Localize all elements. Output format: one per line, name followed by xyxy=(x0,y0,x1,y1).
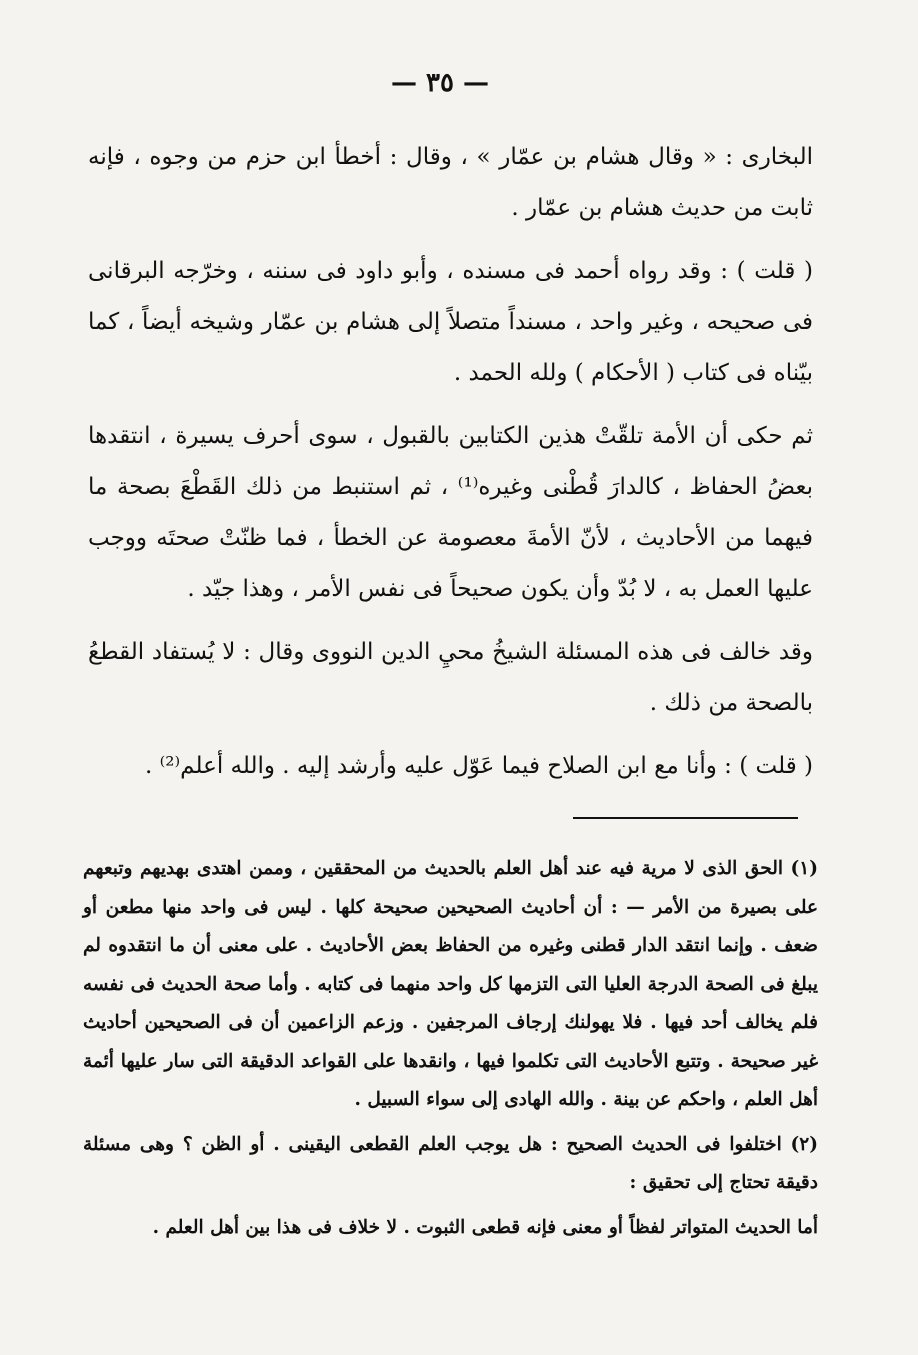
main-text xyxy=(88,132,813,804)
footnote-divider xyxy=(573,817,798,819)
footnote-2: (٢) اختلفوا فى الحديث الصحيح : هل يوجب العلم القطعى اليقينى . أو الظن ؟ وهى مسئلة دقيقة تحتاج إلى تحقيق : xyxy=(83,1133,818,1193)
page-number: — ٣٥ — xyxy=(390,68,490,98)
paragraph-4: وقد خالف فى هذه المسئلة الشيخُ محيِ الدين النووى وقال : لا يُستفاد القطعُ بالصحة من ذلك . xyxy=(88,639,813,716)
paragraph-2: ( قلت ) : وقد رواه أحمد فى مسنده ، وأبو داود فى سننه ، وخرّجه البرقانى فى صحيحه ، وغير واحد ، مسنداً متصلاً إلى هشام بن عمّار وشيخه أيضاً ، كما بيّناه فى كتاب ( الأحكام ) ولله الحمد . xyxy=(88,258,813,386)
paragraph-5: ( قلت ) : وأنا مع ابن الصلاح فيما عَوّل عليه وأرشد إليه . والله أعلم⁽²⁾ . xyxy=(145,753,813,779)
paragraph-3: ثم حكى أن الأمة تلقّتْ هذين الكتابين بالقبول ، سوى أحرف يسيرة ، انتقدها بعضُ الحفاظ ، كالدارَ قُطْنى وغيره⁽¹⁾ ، ثم استنبط من ذلك القَطْعَ بصحة ما فيهما من الأحاديث ، لأنّ الأمةَ معصومة عن الخطأ ، فما ظنّتْ صحتَه ووجب عليها العمل به ، لا بُدّ وأن يكون صحيحاً فى نفس الأمر ، وهذا جيّد . xyxy=(88,423,813,602)
footnote-2-continued: أما الحديث المتواتر لفظاً أو معنى فإنه قطعى الثبوت . لا خلاف فى هذا بين أهل العلم . xyxy=(152,1216,818,1238)
footnote-1: (١) الحق الذى لا مرية فيه عند أهل العلم بالحديث من المحققين ، وممن اهتدى بهديهم وتبعهم على بصيرة من الأمر — : أن أحاديث الصحيحين صحيحة كلها . ليس فى واحد منها مطعن أو ضعف . وإنما انتقد الدار قطنى وغيره من الحفاظ بعض الأحاديث . على معنى أن ما انتقدوه لم يبلغ فى الصحة الدرجة العليا التى التزمها كل واحد منهما فى كتابه . وأما صحة الحديث فى نفسه فلم يخالف أحد فيها . فلا يهولنك إرجاف المرجفين . وزعم الزاعمين أن فى الصحيحين أحاديث غير صحيحة . وتتبع الأحاديث التى تكلموا فيها ، وانقدها على القواعد الدقيقة التى سار عليها أئمة أهل العلم ، واحكم عن بينة . والله الهادى إلى سواء السبيل . xyxy=(83,858,818,1110)
paragraph-1: البخارى : « وقال هشام بن عمّار » ، وقال : أخطأ ابن حزم من وجوه ، فإنه ثابت من حديث هشام بن عمّار . xyxy=(88,144,813,221)
footnotes xyxy=(83,850,818,1253)
